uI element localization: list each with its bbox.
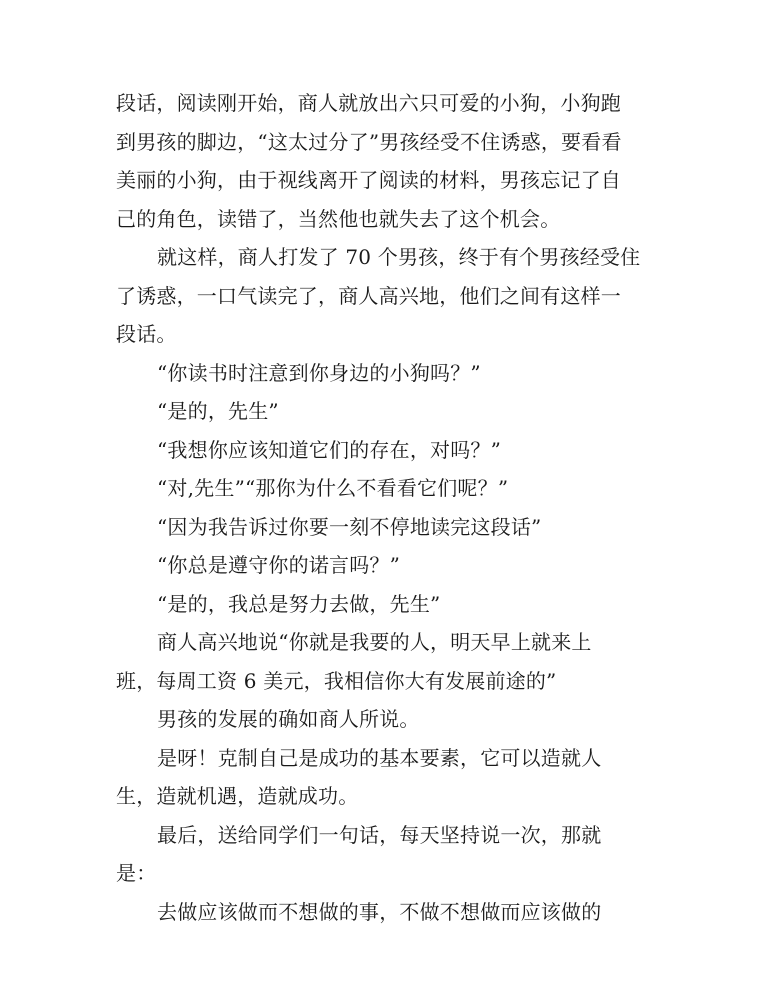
text-line-20: 最后，送给同学们一句话，每天坚持说一次，那就: [157, 823, 602, 847]
text-line-9: “是的，先生”: [157, 399, 279, 423]
text-line-21: 是：: [116, 861, 157, 885]
text-line-4: 己的角色，读错了，当然他也就失去了这个机会。: [116, 207, 561, 231]
text-line-18: 是呀！克制自己是成功的基本要素，它可以造就人: [157, 746, 602, 770]
text-line-16: 班，每周工资 6 美元，我相信你大有发展前途的”: [116, 669, 557, 693]
text-line-5: 就这样，商人打发了 70 个男孩，终于有个男孩经受住: [157, 245, 641, 269]
text-line-10: “我想你应该知道它们的存在，对吗？”: [157, 438, 502, 462]
text-line-3: 美丽的小狗，由于视线离开了阅读的材料，男孩忘记了自: [116, 168, 621, 192]
text-line-13: “你总是遵守你的诺言吗？”: [157, 553, 401, 577]
text-line-6: 了诱惑，一口气读完了，商人高兴地，他们之间有这样一: [116, 284, 621, 308]
text-line-11: “对,先生”“那你为什么不看看它们呢？”: [157, 476, 509, 500]
text-line-12: “因为我告诉过你要一刻不停地读完这段话”: [157, 515, 542, 539]
text-line-7: 段话。: [116, 322, 177, 346]
text-line-15: 商人高兴地说“你就是我要的人，明天早上就来上: [157, 630, 592, 654]
text-line-2: 到男孩的脚边，“这太过分了”男孩经受不住诱惑，要看看: [116, 130, 622, 154]
text-line-22: 去做应该做而不想做的事，不做不想做而应该做的: [157, 900, 602, 924]
text-line-8: “你读书时注意到你身边的小狗吗？”: [157, 361, 481, 385]
text-line-19: 生，造就机遇，造就成功。: [116, 784, 359, 808]
text-line-17: 男孩的发展的确如商人所说。: [157, 707, 420, 731]
text-line-14: “是的，我总是努力去做，先生”: [157, 592, 441, 616]
text-line-1: 段话，阅读刚开始，商人就放出六只可爱的小狗，小狗跑: [116, 91, 621, 115]
